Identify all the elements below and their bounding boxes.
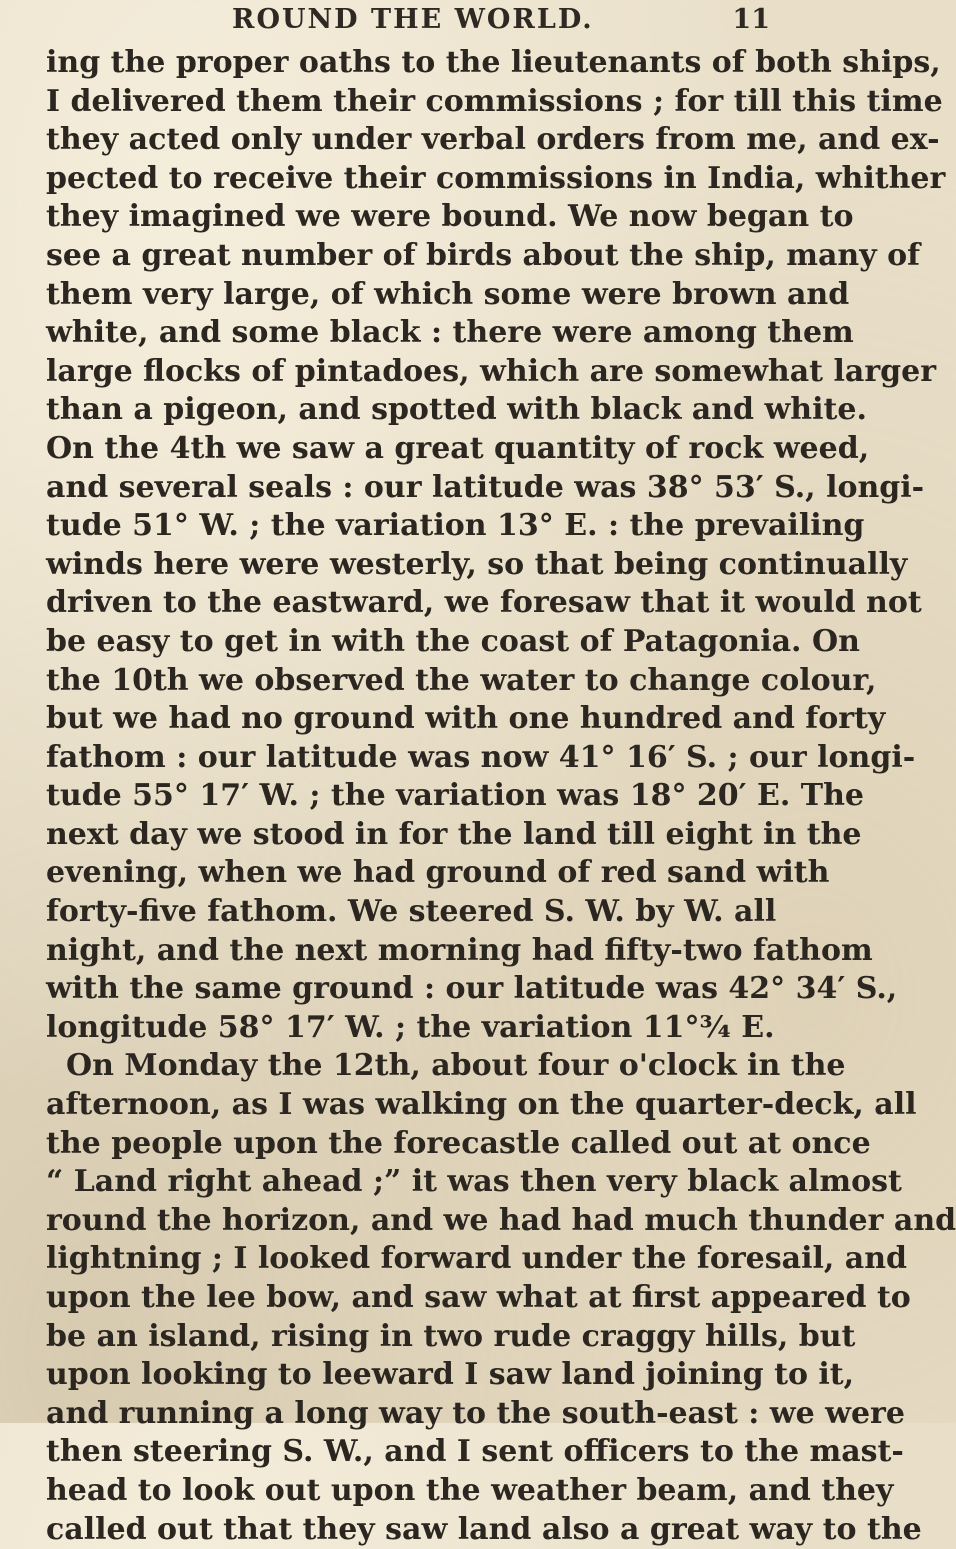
text-line: On the 4th we saw a great quantity of rock weed, bbox=[46, 430, 870, 466]
text-line: next day we stood in for the land till eight in the bbox=[46, 816, 862, 852]
text-line: than a pigeon, and spotted with black and white. bbox=[46, 392, 867, 428]
text-line: but we had no ground with one hundred and forty bbox=[46, 701, 886, 737]
text-line: be easy to get in with the coast of Patagonia. On bbox=[46, 623, 860, 659]
text-line: I delivered them their commissions ; for till this time bbox=[46, 83, 943, 119]
text-line: tude 55° 17′ W. ; the variation was 18° 20′ E. The bbox=[46, 778, 864, 814]
text-line: be an island, rising in two rude craggy hills, but bbox=[46, 1318, 856, 1354]
text-line: called out that they saw land also a great way to the bbox=[46, 1511, 922, 1547]
text-line: driven to the eastward, we foresaw that it would not bbox=[46, 585, 922, 621]
text-line: and running a long way to the south-east : we were bbox=[46, 1395, 905, 1431]
text-line: evening, when we had ground of red sand with bbox=[46, 855, 830, 891]
text-line: tude 51° W. ; the variation 13° E. : the prevailing bbox=[46, 508, 865, 544]
text-line: them very large, of which some were brown and bbox=[46, 276, 850, 312]
text-line: upon the lee bow, and saw what at first appeared to bbox=[46, 1280, 911, 1315]
text-line: white, and some black : there were among them bbox=[46, 315, 854, 351]
text-line: they acted only under verbal orders from me, and ex- bbox=[46, 122, 940, 158]
text-line: forty-five fathom. We steered S. W. by W. all bbox=[46, 894, 777, 930]
running-title: ROUND THE WORLD. bbox=[232, 4, 594, 35]
text-line: lightning ; I looked forward under the foresail, and bbox=[46, 1241, 907, 1277]
text-line: and several seals : our latitude was 38° 53′ S., longi- bbox=[46, 469, 925, 505]
text-line: upon looking to leeward I saw land joining to it, bbox=[46, 1357, 855, 1393]
body-text bbox=[46, 44, 956, 1549]
text-line: the 10th we observed the water to change colour, bbox=[46, 662, 877, 698]
text-line: winds here were westerly, so that being continually bbox=[46, 546, 908, 582]
text-line: they imagined we were bound. We now began to bbox=[46, 199, 854, 235]
text-line: fathom : our latitude was now 41° 16′ S. ; our longi- bbox=[46, 739, 916, 775]
text-line: afternoon, as I was walking on the quarter-deck, all bbox=[46, 1087, 917, 1123]
running-head bbox=[0, 4, 800, 44]
text-line: night, and the next morning had fifty-two fathom bbox=[46, 932, 873, 968]
page-number: 11 bbox=[732, 4, 770, 35]
text-line: head to look out upon the weather beam, and they bbox=[46, 1472, 894, 1508]
text-line: large flocks of pintadoes, which are somewhat larger bbox=[46, 353, 936, 389]
text-line: pected to receive their commissions in India, whither bbox=[46, 160, 946, 196]
text-line: “ Land right ahead ;” it was then very black almost bbox=[46, 1164, 902, 1200]
text-line: the people upon the forecastle called out at once bbox=[46, 1125, 871, 1161]
text-line: see a great number of birds about the ship, many of bbox=[46, 237, 921, 273]
text-line: On Monday the 12th, about four o'clock in the bbox=[66, 1048, 846, 1084]
text-line: longitude 58° 17′ W. ; the variation 11°¾ E. bbox=[46, 1009, 775, 1045]
text-line: then steering S. W., and I sent officers to the mast- bbox=[46, 1434, 904, 1470]
text-line: with the same ground : our latitude was 42° 34′ S., bbox=[46, 971, 898, 1007]
text-line: round the horizon, and we had had much thunder and bbox=[46, 1202, 956, 1238]
text-line: ing the proper oaths to the lieutenants of both ships, bbox=[46, 45, 941, 80]
